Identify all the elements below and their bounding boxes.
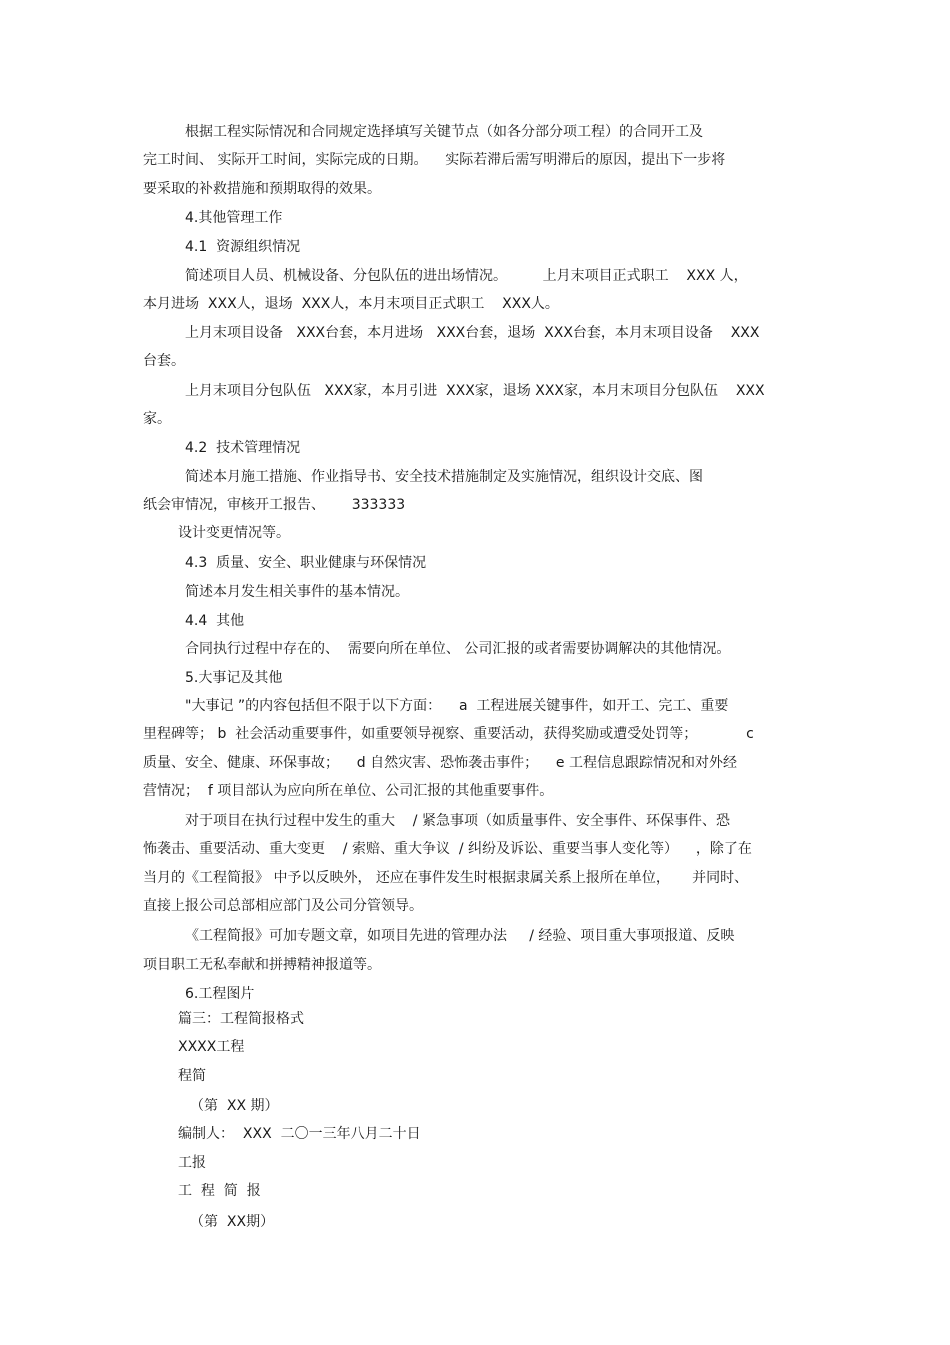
- text-line: （第 XX 期）: [190, 1098, 279, 1114]
- text-line: 工报: [178, 1155, 206, 1171]
- text-line: 里程碑等； b 社会活动重要事件，如重要领导视察、重要活动，获得奖励或遭受处罚等； c: [143, 726, 754, 742]
- section-heading: 5.大事记及其他: [185, 670, 283, 686]
- text-line: "大事记 ”的内容包括但不限于以下方面： a 工程进展关键事件，如开工、完工、重要: [185, 698, 729, 714]
- text-line: 简述本月发生相关事件的基本情况。: [185, 584, 409, 600]
- text-line: 根据工程实际情况和合同规定选择填写关键节点（如各分部分项工程）的合同开工及: [185, 124, 703, 140]
- text-line: 上月末项目分包队伍 XXX家，本月引进 XXX家，退场 XXX家，本月末项目分包队伍 XXX: [185, 383, 765, 399]
- text-line: 要采取的补救措施和预期取得的效果。: [143, 181, 381, 197]
- text-line: 怖袭击、重要活动、重大变更 / 索赔、重大争议 / 纠纷及诉讼、重要当事人变化等） ，除了在: [143, 841, 752, 857]
- text-line: 工 程 简 报: [178, 1183, 261, 1199]
- subsection-heading: 4.1 资源组织情况: [185, 239, 301, 255]
- text-line: 篇三：工程简报格式: [178, 1011, 304, 1027]
- text-line: 项目职工无私奉献和拼搏精神报道等。: [143, 957, 381, 973]
- text-line: 程简: [178, 1068, 206, 1084]
- text-line: 上月末项目设备 XXX台套，本月进场 XXX台套，退场 XXX台套，本月末项目设备 XXX: [185, 325, 760, 341]
- text-line: 本月进场 XXX人，退场 XXX人，本月末项目正式职工 XXX人。: [143, 296, 559, 312]
- text-line: 纸会审情况，审核开工报告、 333333: [143, 497, 406, 513]
- text-line: 编制人： XXX 二〇一三年八月二十日: [178, 1126, 421, 1142]
- subsection-heading: 4.3 质量、安全、职业健康与环保情况: [185, 555, 427, 571]
- text-line: 《工程简报》可加专题文章，如项目先进的管理办法 / 经验、项目重大事项报道、反映: [185, 928, 735, 944]
- section-heading: 4.其他管理工作: [185, 210, 283, 226]
- text-line: 营情况； f 项目部认为应向所在单位、公司汇报的其他重要事件。: [143, 783, 554, 799]
- text-line: 设计变更情况等。: [178, 525, 290, 541]
- text-line: 对于项目在执行过程中发生的重大 / 紧急事项（如质量事件、安全事件、环保事件、恐: [185, 813, 730, 829]
- section-heading: 6.工程图片: [185, 986, 255, 1002]
- text-line: 完工时间、 实际开工时间，实际完成的日期。 实际若滞后需写明滞后的原因，提出下一步将: [143, 152, 726, 168]
- text-line: 合同执行过程中存在的、 需要向所在单位、 公司汇报的或者需要协调解决的其他情况。: [185, 641, 731, 657]
- text-line: 当月的《工程简报》 中予以反映外， 还应在事件发生时根据隶属关系上报所在单位， 并同时、: [143, 870, 749, 886]
- text-line: 简述本月施工措施、作业指导书、安全技术措施制定及实施情况，组织设计交底、图: [185, 469, 703, 485]
- text-line: （第 XX期）: [190, 1214, 275, 1230]
- text-line: 台套。: [143, 353, 185, 369]
- text-line: 直接上报公司总部相应部门及公司分管领导。: [143, 898, 423, 914]
- subsection-heading: 4.4 其他: [185, 613, 245, 629]
- text-line: XXXX工程: [178, 1039, 245, 1055]
- subsection-heading: 4.2 技术管理情况: [185, 440, 301, 456]
- text-line: 家。: [143, 411, 171, 427]
- text-line: 质量、安全、健康、环保事故； d 自然灾害、恐怖袭击事件； e 工程信息跟踪情况和对外经: [143, 755, 737, 771]
- text-line: 简述项目人员、机械设备、分包队伍的进出场情况。 上月末项目正式职工 XXX 人，: [185, 268, 748, 284]
